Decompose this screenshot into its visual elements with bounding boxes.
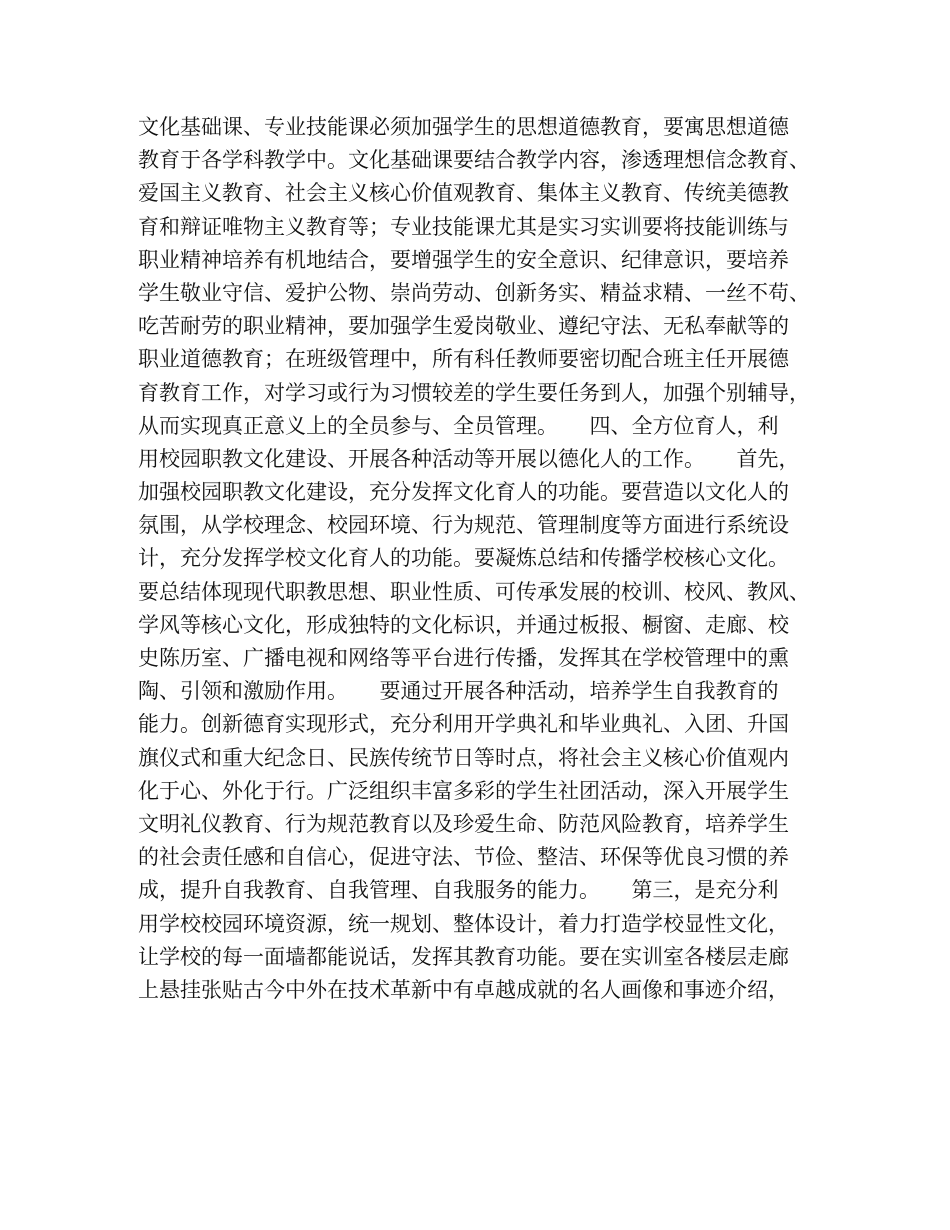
text-line: 的社会责任感和自信心，促进守法、节俭、整洁、环保等优良习惯的养: [138, 845, 789, 870]
text-line: 用学校校园环境资源，统一规划、整体设计，着力打造学校显性文化，: [138, 911, 789, 936]
text-line: 职业道德教育；在班级管理中，所有科任教师要密切配合班主任开展德: [138, 347, 789, 372]
text-line: 文明礼仪教育、行为规范教育以及珍爱生命、防范风险教育，培养学生: [138, 811, 789, 836]
text-line: 爱国主义教育、社会主义核心价值观教育、集体主义教育、传统美德教: [138, 181, 789, 206]
text-line: 文化基础课、专业技能课必须加强学生的思想道德教育，要寓思想道德: [138, 115, 789, 139]
text-line: 氛围，从学校理念、校园环境、行为规范、管理制度等方面进行系统设: [138, 513, 789, 538]
text-line: 能力。创新德育实现形式，充分利用开学典礼和毕业典礼、入团、升国: [138, 712, 789, 737]
text-line: 旗仪式和重大纪念日、民族传统节日等时点，将社会主义核心价值观内: [138, 745, 789, 770]
body-text: [138, 111, 828, 1007]
text-line: 职业精神培养有机地结合，要增强学生的安全意识、纪律意识，要培养: [138, 247, 789, 272]
text-line: 学生敬业守信、爱护公物、崇尚劳动、创新务实、精益求精、一丝不苟、: [138, 280, 810, 305]
text-line: 从而实现真正意义上的全员参与、全员管理。 四、全方位育人，利: [138, 413, 779, 438]
text-line: 成，提升自我教育、自我管理、自我服务的能力。 第三，是充分利: [138, 878, 779, 903]
text-line: 教育于各学科教学中。文化基础课要结合教学内容，渗透理想信念教育、: [138, 148, 810, 173]
text-line: 育和辩证唯物主义教育等；专业技能课尤其是实习实训要将技能训练与: [138, 214, 789, 239]
text-line: 吃苦耐劳的职业精神，要加强学生爱岗敬业、遵纪守法、无私奉献等的: [138, 314, 789, 339]
text-line: 让学校的每一面墙都能说话，发挥其教育功能。要在实训室各楼层走廊: [138, 944, 789, 969]
text-line: 育教育工作，对学习或行为习惯较差的学生要任务到人，加强个别辅导，: [138, 380, 810, 405]
text-line: 陶、引领和激励作用。 要通过开展各种活动，培养学生自我教育的: [138, 679, 779, 704]
text-line: 上悬挂张贴古今中外在技术革新中有卓越成就的名人画像和事迹介绍，: [138, 977, 789, 1002]
text-line: 史陈历室、广播电视和网络等平台进行传播，发挥其在学校管理中的熏: [138, 646, 789, 670]
text-line: 化于心、外化于行。广泛组织丰富多彩的学生社团活动，深入开展学生: [138, 778, 789, 803]
text-line: 加强校园职教文化建设，充分发挥文化育人的功能。要营造以文化人的: [138, 480, 789, 505]
text-line: 用校园职教文化建设、开展各种活动等开展以德化人的工作。 首先，: [138, 446, 800, 471]
text-line: 计，充分发挥学校文化育人的功能。要凝炼总结和传播学校核心文化。: [138, 546, 789, 571]
text-line: 要总结体现现代职教思想、职业性质、可传承发展的校训、校风、教风、: [138, 579, 810, 604]
text-line: 学风等核心文化，形成独特的文化标识，并通过板报、橱窗、走廊、校: [138, 612, 789, 637]
